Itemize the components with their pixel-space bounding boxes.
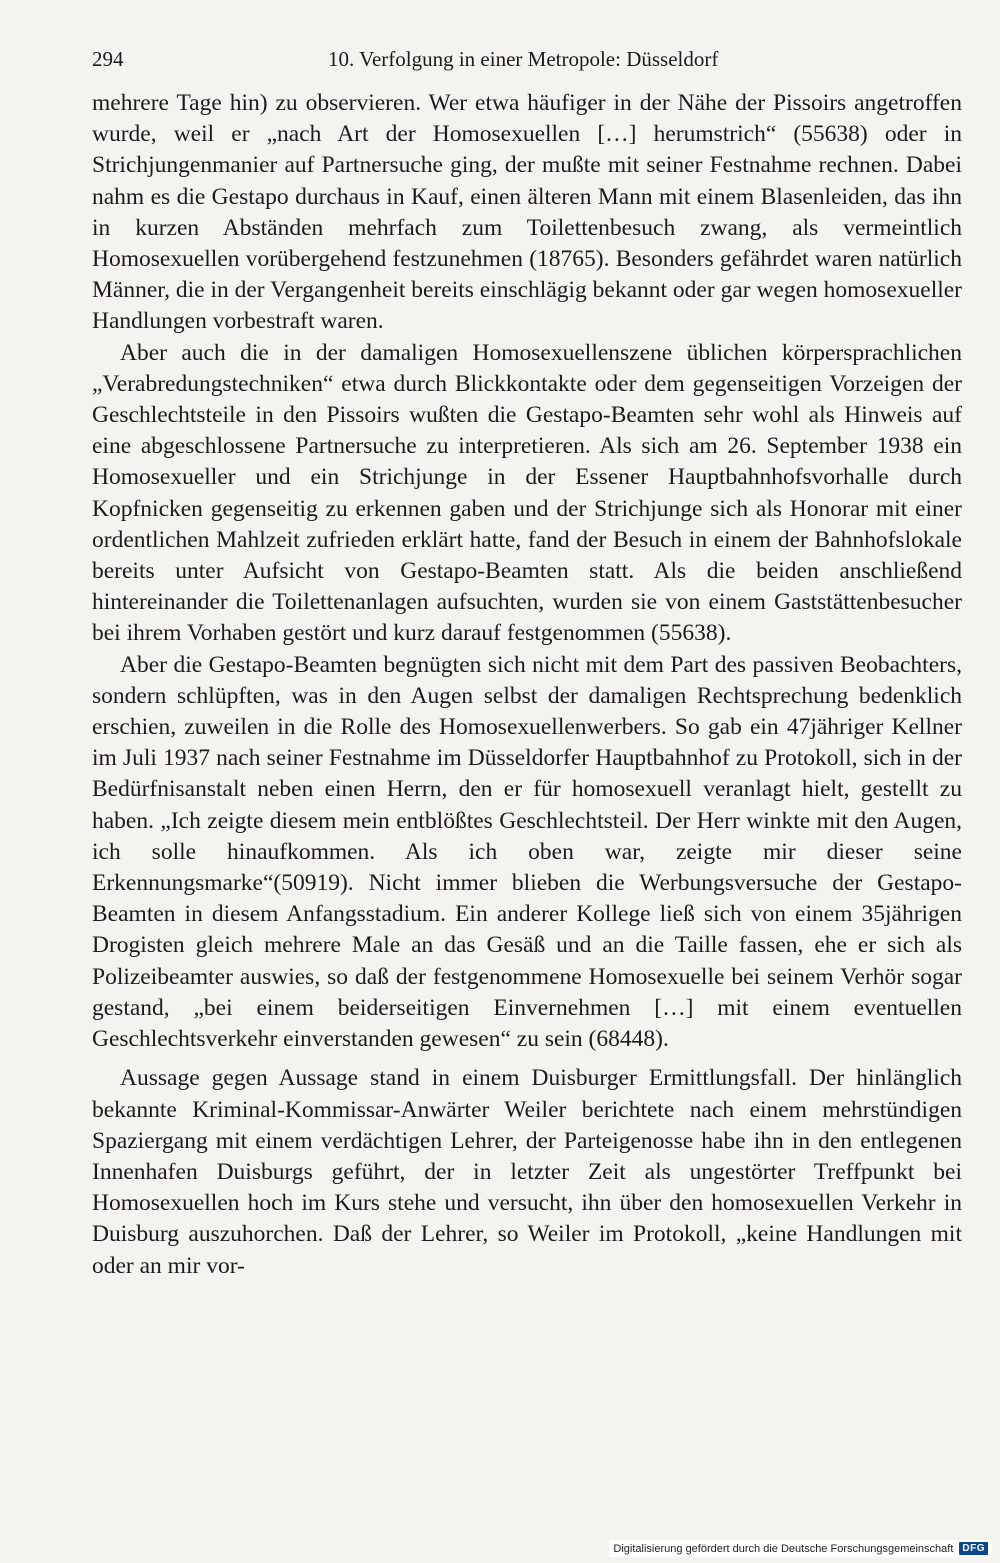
chapter-title: 10. Verfolgung in einer Metropole: Düsseldorf — [328, 47, 719, 71]
paragraph-3: Aber die Gestapo-Beamten begnügten sich nicht mit dem Part des passiven Beobachters, sondern schlüpften, was in den Augen selbst der damaligen Rechtsprechung bedenklich erschien, zuweilen in die Rolle des Homosexuellenwerbers. So gab ein 47jähriger Kellner im Juli 1937 nach seiner Festnahme im Düsseldorfer Hauptbahnhof zu Protokoll, sich in der Bedürfnisanstalt neben einen Herrn, den er für homosexuell veranlagt hielt, gestellt zu haben. „Ich zeigte diesem mein entblößtes Geschlechtsteil. Der Herr winkte mit den Augen, ich solle hinaufkommen. Als ich oben war, zeigte mir dieser seine Erkennungsmarke“(50919). Nicht immer blieben die Werbungsversuche der Gestapo-Beamten in diesem Anfangsstadium. Ein anderer Kollege ließ sich von einem 35jährigen Drogisten gleich mehrere Male an das Gesäß und an die Taille fassen, ehe er sich als Polizeibeamter auswies, so daß der festgenommene Homosexuelle bei seinem Verhör sogar gestand, „bei einem beiderseitigen Einvernehmen […] mit einem eventuellen Geschlechtsverkehr einverstanden gewesen“ zu sein (68448). — [92, 651, 962, 1053]
paragraph-2: Aber auch die in der damaligen Homosexuellenszene üblichen körpersprachlichen „Verabredungstechniken“ etwa durch Blickkontakte oder dem gegenseitigen Vorzeigen der Geschlechtsteile in den Pissoirs wußten die Gestapo-Beamten sehr wohl als Hinweis auf eine abgeschlossene Partnersuche zu interpretieren. Als sich am 26. September 1938 ein Homosexueller und ein Strichjunge in der Essener Hauptbahnhofsvorhalle durch Kopfnicken gegenseitig zu erkennen gaben und der Strichjunge sich als Honorar mit einer ordentlichen Mahlzeit zufrieden erklärt hatte, fand der Besuch in einem der Bahnhofslokale bereits unter Aufsicht von Gestapo-Beamten statt. Als die beiden anschließend hintereinander die Toilettenanlagen aufsuchten, wurden sie von einem Gaststättenbesucher bei ihrem Vorhaben gestört und kurz darauf festgenommen (55638). — [92, 339, 962, 647]
page-number: 294 — [92, 47, 124, 71]
body-text — [92, 88, 962, 1282]
page-content — [92, 44, 962, 1282]
dfg-logo-icon: DFG — [959, 1542, 988, 1555]
paragraph-1: mehrere Tage hin) zu observieren. Wer etwa häufiger in der Nähe der Pissoirs angetroffen wurde, weil er „nach Art der Homosexuellen […] herumstrich“ (55638) oder in Strichjungenmanier auf Partnersuche ging, der mußte mit seiner Festnahme rechnen. Dabei nahm es die Gestapo durchaus in Kauf, einen älteren Mann mit einem Blasenleiden, das ihn in kurzen Abständen mehrfach zum Toilettenbesuch zwang, als vermeintlich Homosexuellen vorübergehend festzunehmen (18765). Besonders gefährdet waren natürlich Männer, die in der Vergangenheit bereits einschlägig bekannt oder gar wegen homosexueller Handlungen vorbestraft waren. — [92, 90, 963, 335]
running-head — [92, 44, 962, 78]
paragraph-4: Aussage gegen Aussage stand in einem Duisburger Ermittlungsfall. Der hinlänglich bekannte Kriminal-Kommissar-Anwärter Weiler berichtete nach einem mehrstündigen Spaziergang mit einem verdächtigen Lehrer, der Parteigenosse habe ihn in den entlegenen Innenhafen Duisburgs geführt, der in letzter Zeit als ungestörter Treffpunkt bei Homosexuellen hoch im Kurs stehe und versucht, ihn über den homosexuellen Verkehr in Duisburg auszuhorchen. Daß der Lehrer, so Weiler im Protokoll, „keine Handlungen mit oder an mir vor- — [92, 1065, 962, 1279]
funding-note: Digitalisierung gefördert durch die Deutsche Forschungsgemeinschaft — [613, 1542, 954, 1555]
digitization-footer — [609, 1540, 992, 1557]
